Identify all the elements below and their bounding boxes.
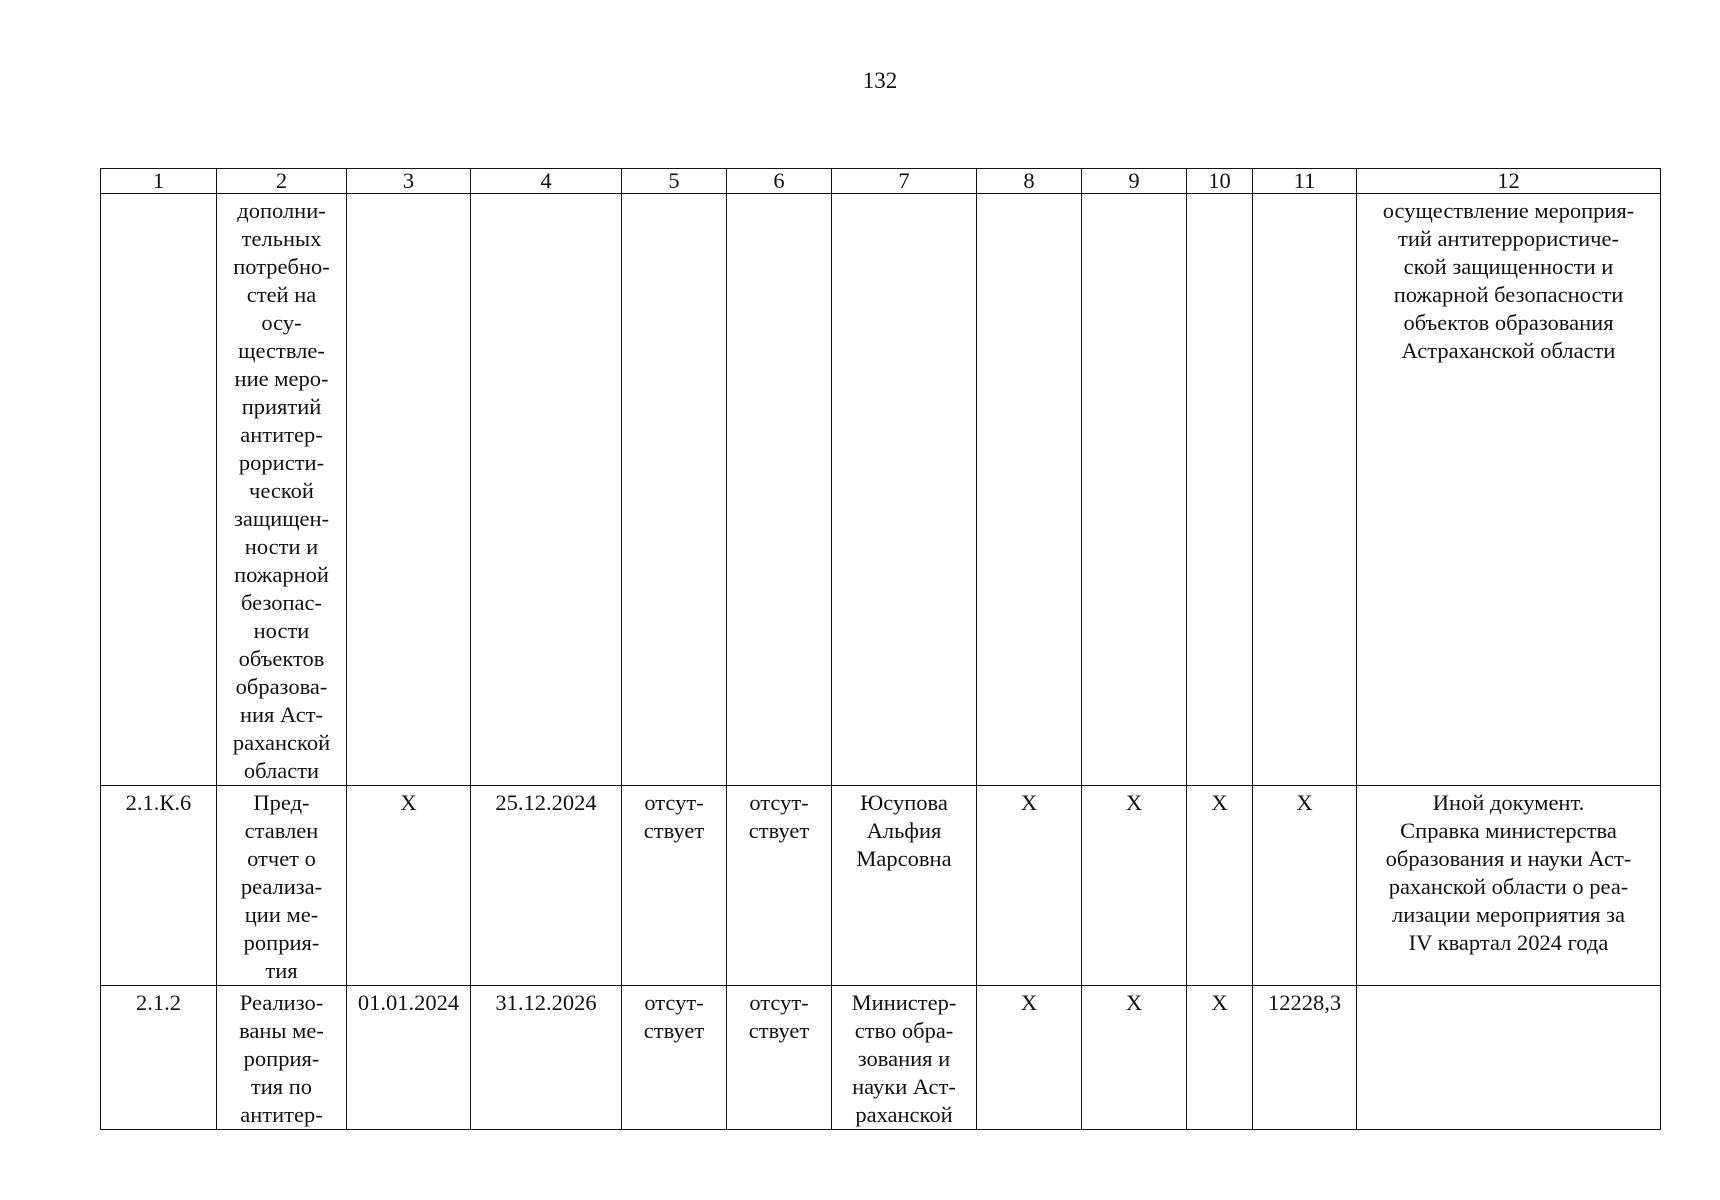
table-cell [1187, 194, 1253, 786]
table-cell: X [1187, 986, 1253, 1130]
table-cell [832, 194, 977, 786]
column-header: 3 [347, 169, 471, 194]
table-cell: X [347, 786, 471, 986]
table-cell: X [1253, 786, 1357, 986]
table-cell [622, 194, 727, 786]
table-cell: X [1187, 786, 1253, 986]
column-header: 8 [977, 169, 1082, 194]
table-cell: отсут- ствует [727, 986, 832, 1130]
column-header: 5 [622, 169, 727, 194]
table-cell: отсут- ствует [622, 786, 727, 986]
table-cell [471, 194, 622, 786]
table-row [101, 986, 1661, 1130]
table-cell: 01.01.2024 [347, 986, 471, 1130]
table-cell: Юсупова Альфия Марсовна [832, 786, 977, 986]
table-cell [1253, 194, 1357, 786]
table-cell [1082, 194, 1187, 786]
column-header: 4 [471, 169, 622, 194]
table-cell: X [977, 786, 1082, 986]
table-cell: Министер- ство обра- зования и науки Аст- раханской [832, 986, 977, 1130]
table-cell [1357, 986, 1661, 1130]
column-header: 2 [217, 169, 347, 194]
column-header: 1 [101, 169, 217, 194]
table-row [101, 194, 1661, 786]
table-cell [347, 194, 471, 786]
table-cell: X [1082, 786, 1187, 986]
column-header: 11 [1253, 169, 1357, 194]
table-cell: X [977, 986, 1082, 1130]
table-cell: 12228,3 [1253, 986, 1357, 1130]
table-cell [977, 194, 1082, 786]
column-header: 9 [1082, 169, 1187, 194]
column-header: 12 [1357, 169, 1661, 194]
table-cell: отсут- ствует [727, 786, 832, 986]
table-cell: осуществление мероприя- тий антитеррористиче- ской защищенности и пожарной безопасности объектов образования Астраханской области [1357, 194, 1661, 786]
column-header: 7 [832, 169, 977, 194]
table-cell: 25.12.2024 [471, 786, 622, 986]
header-row [101, 169, 1661, 194]
table-cell [727, 194, 832, 786]
table-cell [101, 194, 217, 786]
table-cell: 31.12.2026 [471, 986, 622, 1130]
table-cell: 2.1.К.6 [101, 786, 217, 986]
column-header: 10 [1187, 169, 1253, 194]
column-header: 6 [727, 169, 832, 194]
table-cell: Пред- ставлен отчет о реализа- ции ме- роприя- тия [217, 786, 347, 986]
table-cell: Реализо- ваны ме- роприя- тия по антитер- [217, 986, 347, 1130]
table-cell: дополни- тельных потребно- стей на осу- ществле- ние меро- приятий антитер- рористи- ческой защищен- ности и пожарной безопас- ности объектов образова- ния Аст- раханской области [217, 194, 347, 786]
table-cell: Иной документ. Справка министерства образования и науки Аст- раханской области о реа- лизации мероприятия за IV квартал 2024 года [1357, 786, 1661, 986]
table-row [101, 786, 1661, 986]
table-cell: X [1082, 986, 1187, 1130]
page-number: 132 [862, 68, 898, 93]
table-cell: отсут- ствует [622, 986, 727, 1130]
plan-table [100, 168, 1661, 1130]
table-cell: 2.1.2 [101, 986, 217, 1130]
